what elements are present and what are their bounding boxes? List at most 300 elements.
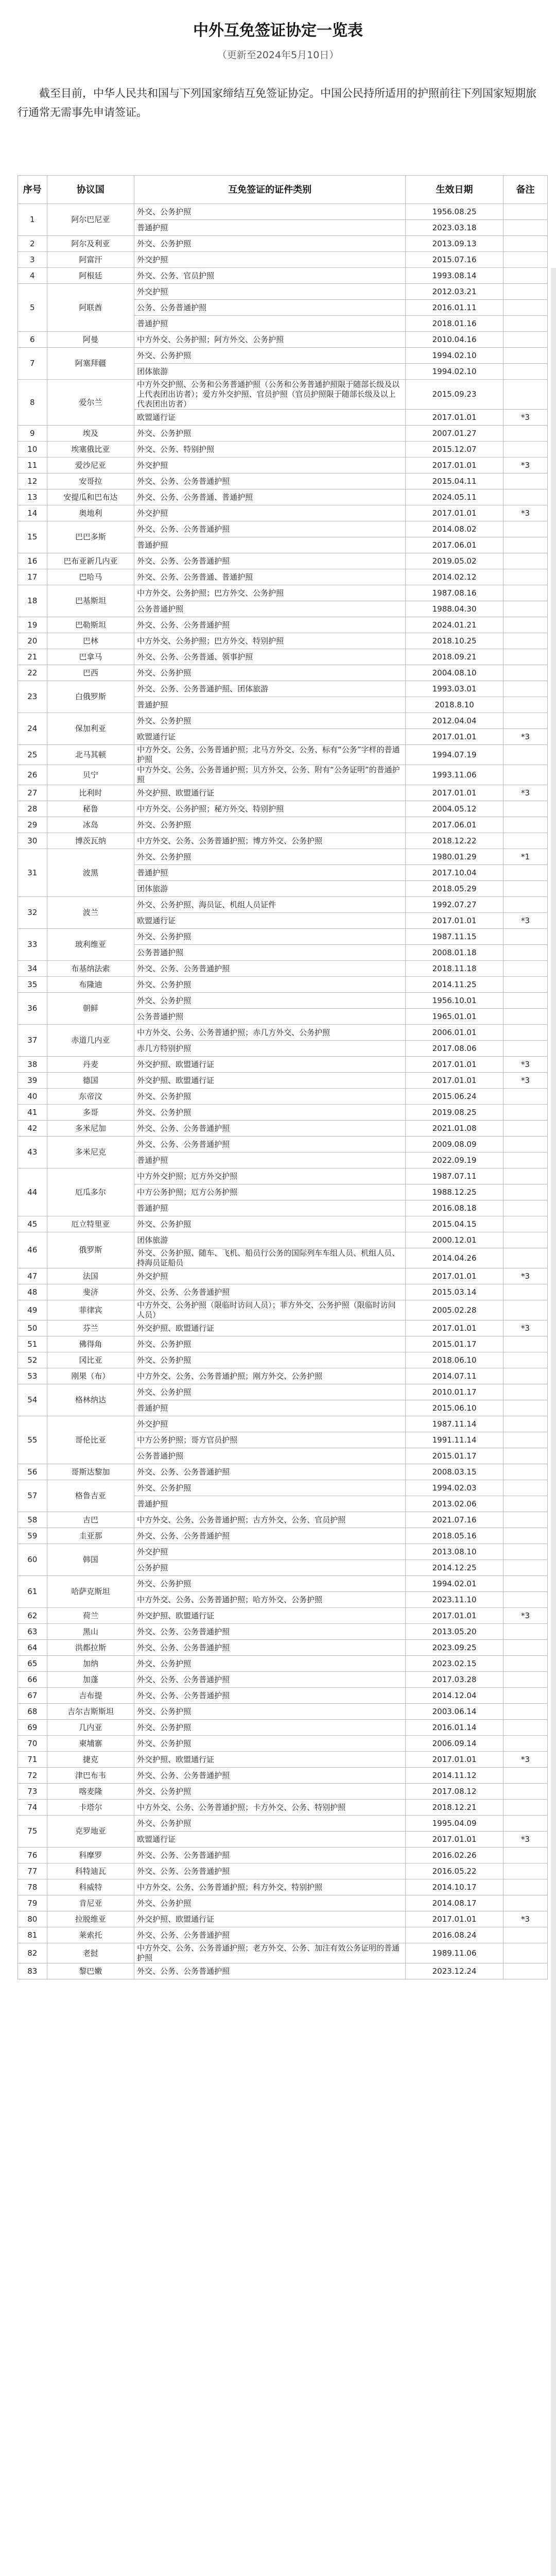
cell-no: 27 [18,785,47,801]
table-row [18,252,548,268]
cell-no: 80 [18,1911,47,1927]
cell-party: 阿塞拜疆 [47,348,134,380]
cell-effective-date: 2018.01.16 [406,316,503,332]
cell-effective-date: 1994.07.19 [406,745,503,765]
cell-party: 阿尔巴尼亚 [47,204,134,236]
table-row [18,1752,548,1768]
cell-note [503,1184,548,1200]
cell-no: 9 [18,426,47,442]
cell-no: 37 [18,1025,47,1057]
cell-effective-date: 2017.01.01 [406,1073,503,1089]
cell-document-type: 外交、公务、公务普通护照 [134,1927,406,1943]
visa-agreement-table [18,175,548,1979]
cell-note [503,765,548,785]
cell-effective-date: 1989.11.06 [406,1943,503,1963]
cell-note [503,1168,548,1184]
cell-note [503,1879,548,1895]
cell-effective-date: 2015.06.10 [406,1400,503,1416]
cell-note: *3 [503,1752,548,1768]
cell-party: 科特迪瓦 [47,1863,134,1879]
table-row [18,1089,548,1105]
cell-document-type: 外交、公务护照 [134,929,406,945]
cell-document-type: 中方外交、公务护照；秘方外交、特别护照 [134,801,406,817]
cell-effective-date: 2017.01.01 [406,1608,503,1624]
cell-note [503,1544,548,1560]
table-row [18,1137,548,1153]
table-row [18,1480,548,1496]
cell-no: 40 [18,1089,47,1105]
cell-note [503,697,548,713]
cell-note [503,316,548,332]
cell-effective-date: 1988.04.30 [406,601,503,617]
cell-note: *3 [503,1832,548,1848]
table-row [18,1300,548,1320]
table-row [18,473,548,489]
cell-party: 吉尔吉斯斯坦 [47,1704,134,1720]
table-row [18,1168,548,1184]
cell-party: 多哥 [47,1105,134,1121]
cell-no: 78 [18,1879,47,1895]
table-row [18,1736,548,1752]
cell-party: 贝宁 [47,765,134,785]
cell-document-type: 外交、公务、公务普通、普通护照 [134,569,406,585]
cell-no: 43 [18,1137,47,1168]
cell-effective-date: 2014.12.25 [406,1560,503,1576]
cell-no: 76 [18,1848,47,1863]
cell-document-type: 欧盟通行证 [134,913,406,929]
cell-party: 阿富汗 [47,252,134,268]
cell-note [503,1688,548,1704]
cell-party: 北马其顿 [47,745,134,765]
table-row [18,801,548,817]
cell-party: 巴拿马 [47,649,134,665]
cell-document-type: 外交、公务护照 [134,665,406,681]
cell-document-type: 中方外交、公务护照；阿方外交、公务护照 [134,332,406,348]
cell-effective-date: 2017.06.01 [406,537,503,553]
table-row [18,1688,548,1704]
cell-document-type: 团体旅游 [134,1232,406,1248]
cell-no: 14 [18,505,47,521]
cell-effective-date: 2007.01.27 [406,426,503,442]
cell-party: 佛得角 [47,1336,134,1352]
table-row [18,1879,548,1895]
cell-effective-date: 2014.10.17 [406,1879,503,1895]
cell-note [503,1200,548,1216]
cell-effective-date: 2017.10.04 [406,865,503,881]
table-row [18,1464,548,1480]
cell-no: 48 [18,1284,47,1300]
cell-effective-date: 2016.08.24 [406,1927,503,1943]
cell-no: 58 [18,1512,47,1528]
cell-party: 多米尼克 [47,1137,134,1168]
cell-document-type: 外交、公务护照 [134,817,406,833]
cell-note [503,426,548,442]
cell-note [503,332,548,348]
table-row [18,929,548,945]
cell-effective-date: 2017.01.01 [406,505,503,521]
cell-effective-date: 2018.09.21 [406,649,503,665]
cell-party: 阿根廷 [47,268,134,284]
cell-no: 74 [18,1800,47,1816]
cell-note [503,284,548,300]
cell-effective-date: 2015.12.07 [406,442,503,457]
cell-note: *3 [503,913,548,929]
cell-document-type: 公务普通护照 [134,945,406,961]
cell-party: 刚果（布） [47,1368,134,1384]
cell-no: 26 [18,765,47,785]
table-row [18,1416,548,1432]
cell-no: 18 [18,585,47,617]
cell-note [503,993,548,1009]
cell-no: 54 [18,1384,47,1416]
cell-party: 格林纳达 [47,1384,134,1416]
cell-party: 爱尔兰 [47,380,134,426]
cell-document-type: 外交、公务护照、海员证、机组人员证件 [134,897,406,913]
cell-effective-date: 1987.08.16 [406,585,503,601]
cell-party: 巴勒斯坦 [47,617,134,633]
cell-effective-date: 2018.11.18 [406,961,503,977]
table-row [18,1816,548,1832]
cell-note [503,1560,548,1576]
cell-party: 俄罗斯 [47,1232,134,1268]
cell-document-type: 普通护照 [134,1200,406,1216]
cell-no: 15 [18,521,47,553]
cell-party: 圭亚那 [47,1528,134,1544]
cell-note [503,252,548,268]
cell-effective-date: 2015.07.16 [406,252,503,268]
cell-party: 安提瓜和巴布达 [47,489,134,505]
cell-document-type: 外交、公务、公务普通、领事护照 [134,649,406,665]
cell-document-type: 中方外交、公务、公务普通护照；贝方外交、公务、附有“公务证明”的普通护照 [134,765,406,785]
cell-note [503,1368,548,1384]
cell-note [503,945,548,961]
scrollbar-track[interactable] [551,268,556,2576]
cell-no: 61 [18,1576,47,1608]
cell-document-type: 中方外交、公务、公务普通护照；北马方外交、公务、标有“公务”字样的普通护照 [134,745,406,765]
cell-note [503,1284,548,1300]
cell-effective-date: 1993.11.06 [406,765,503,785]
column-header-party: 协议国 [47,176,134,204]
cell-note [503,442,548,457]
cell-effective-date: 2015.04.15 [406,1216,503,1232]
table-row [18,1608,548,1624]
cell-effective-date: 2015.04.11 [406,473,503,489]
cell-note [503,1512,548,1528]
table-row [18,1895,548,1911]
cell-no: 42 [18,1121,47,1137]
table-row [18,1927,548,1943]
table-row [18,713,548,729]
cell-no: 4 [18,268,47,284]
cell-note [503,1336,548,1352]
cell-document-type: 普通护照 [134,1496,406,1512]
cell-effective-date: 2024.05.11 [406,489,503,505]
cell-party: 奥地利 [47,505,134,521]
cell-effective-date: 2018.06.10 [406,1352,503,1368]
cell-note [503,1025,548,1041]
cell-effective-date: 2023.03.18 [406,220,503,236]
cell-effective-date: 1980.01.29 [406,849,503,865]
cell-note [503,1656,548,1672]
cell-document-type: 普通护照 [134,220,406,236]
cell-note [503,881,548,897]
cell-effective-date: 1992.07.27 [406,897,503,913]
cell-party: 德国 [47,1073,134,1089]
cell-document-type: 外交、公务护照 [134,1784,406,1800]
cell-party: 加蓬 [47,1672,134,1688]
cell-effective-date: 2012.04.04 [406,713,503,729]
cell-effective-date: 2016.05.22 [406,1863,503,1879]
cell-party: 朝鲜 [47,993,134,1025]
cell-party: 波黑 [47,849,134,897]
cell-party: 芬兰 [47,1320,134,1336]
cell-effective-date: 2018.8.10 [406,697,503,713]
cell-no: 52 [18,1352,47,1368]
cell-note [503,569,548,585]
table-row [18,849,548,865]
cell-effective-date: 2023.11.10 [406,1592,503,1608]
cell-no: 68 [18,1704,47,1720]
table-row [18,665,548,681]
table-row [18,1025,548,1041]
cell-effective-date: 2004.05.12 [406,801,503,817]
cell-no: 72 [18,1768,47,1784]
table-row [18,745,548,765]
cell-effective-date: 2017.01.01 [406,1320,503,1336]
cell-document-type: 外交、公务护照 [134,204,406,220]
cell-note [503,380,548,410]
cell-document-type: 中方外交、公务护照（限临时访问人员）；菲方外交、公务护照（限临时访问人员） [134,1300,406,1320]
cell-effective-date: 2018.05.29 [406,881,503,897]
cell-no: 49 [18,1300,47,1320]
cell-party: 厄瓜多尔 [47,1168,134,1216]
cell-note: *3 [503,457,548,473]
cell-effective-date: 2016.08.18 [406,1200,503,1216]
cell-effective-date: 2014.02.12 [406,569,503,585]
cell-effective-date: 2021.07.16 [406,1512,503,1528]
cell-note [503,1720,548,1736]
cell-document-type: 外交、公务护照 [134,1352,406,1368]
cell-no: 57 [18,1480,47,1512]
table-body [18,204,548,1979]
cell-note [503,1137,548,1153]
cell-no: 12 [18,473,47,489]
cell-effective-date: 2017.01.01 [406,729,503,745]
cell-effective-date: 2023.02.15 [406,1656,503,1672]
cell-party: 巴巴多斯 [47,521,134,553]
cell-no: 82 [18,1943,47,1963]
cell-note [503,1464,548,1480]
cell-document-type: 欧盟通行证 [134,729,406,745]
table-row [18,553,548,569]
cell-document-type: 中方外交、公务、公务普通护照；赤几方外交、公务护照 [134,1025,406,1041]
cell-party: 老挝 [47,1943,134,1963]
cell-party: 哈萨克斯坦 [47,1576,134,1608]
cell-note [503,1232,548,1248]
cell-no: 33 [18,929,47,961]
table-row [18,1863,548,1879]
cell-effective-date: 2014.11.12 [406,1768,503,1784]
cell-document-type: 外交护照 [134,284,406,300]
cell-document-type: 外交、公务护照 [134,1480,406,1496]
cell-note: *3 [503,1057,548,1073]
cell-effective-date: 2017.01.01 [406,1057,503,1073]
table-row [18,585,548,601]
cell-no: 16 [18,553,47,569]
cell-no: 3 [18,252,47,268]
cell-document-type: 外交、公务、公务普通护照 [134,1688,406,1704]
cell-document-type: 外交、公务、公务普通护照 [134,1624,406,1640]
cell-party: 洪都拉斯 [47,1640,134,1656]
cell-note [503,1528,548,1544]
cell-document-type: 外交护照 [134,457,406,473]
cell-note [503,1736,548,1752]
cell-document-type: 外交、公务、公务普通护照 [134,1121,406,1137]
cell-effective-date: 2022.09.19 [406,1153,503,1168]
table-row [18,1216,548,1232]
cell-effective-date: 2013.08.10 [406,1544,503,1560]
cell-document-type: 外交、公务、公务普通护照 [134,1863,406,1879]
cell-note: *3 [503,785,548,801]
cell-party: 津巴布韦 [47,1768,134,1784]
table-row [18,1784,548,1800]
cell-party: 黑山 [47,1624,134,1640]
cell-no: 21 [18,649,47,665]
cell-effective-date: 2015.01.17 [406,1448,503,1464]
cell-no: 63 [18,1624,47,1640]
cell-document-type: 外交、公务护照、随车、飞机、船员行公务的国际列车车组人员、机组人员、持海员证船员 [134,1248,406,1268]
cell-document-type: 外交、公务、官员护照 [134,268,406,284]
cell-note: *3 [503,729,548,745]
cell-document-type: 外交护照 [134,1268,406,1284]
cell-note [503,801,548,817]
cell-no: 20 [18,633,47,649]
cell-no: 29 [18,817,47,833]
cell-document-type: 普通护照 [134,316,406,332]
cell-party: 巴西 [47,665,134,681]
table-row [18,1105,548,1121]
cell-note [503,364,548,380]
cell-effective-date: 1994.02.03 [406,1480,503,1496]
cell-note [503,1432,548,1448]
cell-document-type: 外交、公务护照 [134,1576,406,1592]
cell-document-type: 外交、公务护照 [134,1105,406,1121]
cell-document-type: 公务普通护照 [134,1448,406,1464]
table-row [18,1528,548,1544]
cell-no: 77 [18,1863,47,1879]
column-header-no: 序号 [18,176,47,204]
cell-document-type: 外交、公务护照 [134,849,406,865]
cell-document-type: 中方外交、公务护照；巴方外交、特别护照 [134,633,406,649]
cell-note: *3 [503,1608,548,1624]
cell-party: 哥伦比亚 [47,1416,134,1464]
cell-note [503,1624,548,1640]
cell-party: 肯尼亚 [47,1895,134,1911]
cell-note [503,1121,548,1137]
table-row [18,1336,548,1352]
cell-no: 67 [18,1688,47,1704]
cell-effective-date: 2015.06.24 [406,1089,503,1105]
cell-effective-date: 2017.01.01 [406,785,503,801]
cell-no: 38 [18,1057,47,1073]
cell-party: 荷兰 [47,1608,134,1624]
cell-note [503,1009,548,1025]
cell-document-type: 外交、公务护照 [134,1736,406,1752]
cell-document-type: 中方公务护照；厄方公务护照 [134,1184,406,1200]
cell-effective-date: 2009.08.09 [406,1137,503,1153]
cell-document-type: 外交护照 [134,252,406,268]
cell-party: 玻利维亚 [47,929,134,961]
cell-document-type: 公务、公务普通护照 [134,300,406,316]
cell-document-type: 外交、公务护照 [134,1384,406,1400]
cell-effective-date: 2018.10.25 [406,633,503,649]
cell-no: 64 [18,1640,47,1656]
cell-note [503,348,548,364]
cell-party: 科摩罗 [47,1848,134,1863]
cell-no: 69 [18,1720,47,1736]
cell-no: 35 [18,977,47,993]
cell-effective-date: 2015.03.14 [406,1284,503,1300]
cell-note [503,1400,548,1416]
cell-party: 菲律宾 [47,1300,134,1320]
table-row [18,993,548,1009]
cell-no: 17 [18,569,47,585]
table-row [18,833,548,849]
cell-effective-date: 1988.12.25 [406,1184,503,1200]
column-header-date: 生效日期 [406,176,503,204]
cell-party: 秘鲁 [47,801,134,817]
cell-note [503,1300,548,1320]
cell-note [503,977,548,993]
cell-note [503,713,548,729]
cell-no: 31 [18,849,47,897]
cell-document-type: 公务普通护照 [134,601,406,617]
cell-party: 博茨瓦纳 [47,833,134,849]
table-row [18,1911,548,1927]
cell-document-type: 普通护照 [134,1400,406,1416]
cell-effective-date: 2018.05.16 [406,1528,503,1544]
cell-note: *3 [503,1911,548,1927]
cell-note [503,817,548,833]
cell-document-type: 外交护照、欧盟通行证 [134,1608,406,1624]
cell-note [503,537,548,553]
table-row [18,332,548,348]
cell-note [503,897,548,913]
cell-document-type: 外交、公务、公务普通护照 [134,553,406,569]
cell-document-type: 中方外交、公务、公务普通护照；古方外交、公务、官员护照 [134,1512,406,1528]
cell-party: 冈比亚 [47,1352,134,1368]
cell-note [503,1704,548,1720]
table-row [18,817,548,833]
table-row [18,977,548,993]
table-row [18,1320,548,1336]
cell-note [503,1089,548,1105]
cell-no: 50 [18,1320,47,1336]
cell-no: 24 [18,713,47,745]
cell-effective-date: 1987.07.11 [406,1168,503,1184]
cell-party: 巴基斯坦 [47,585,134,617]
cell-no: 51 [18,1336,47,1352]
cell-party: 捷克 [47,1752,134,1768]
cell-document-type: 团体旅游 [134,364,406,380]
cell-effective-date: 2017.03.28 [406,1672,503,1688]
cell-no: 8 [18,380,47,426]
cell-note [503,585,548,601]
cell-note [503,236,548,252]
cell-document-type: 外交、公务护照 [134,1216,406,1232]
cell-note [503,1848,548,1863]
cell-document-type: 外交护照、欧盟通行证 [134,1752,406,1768]
